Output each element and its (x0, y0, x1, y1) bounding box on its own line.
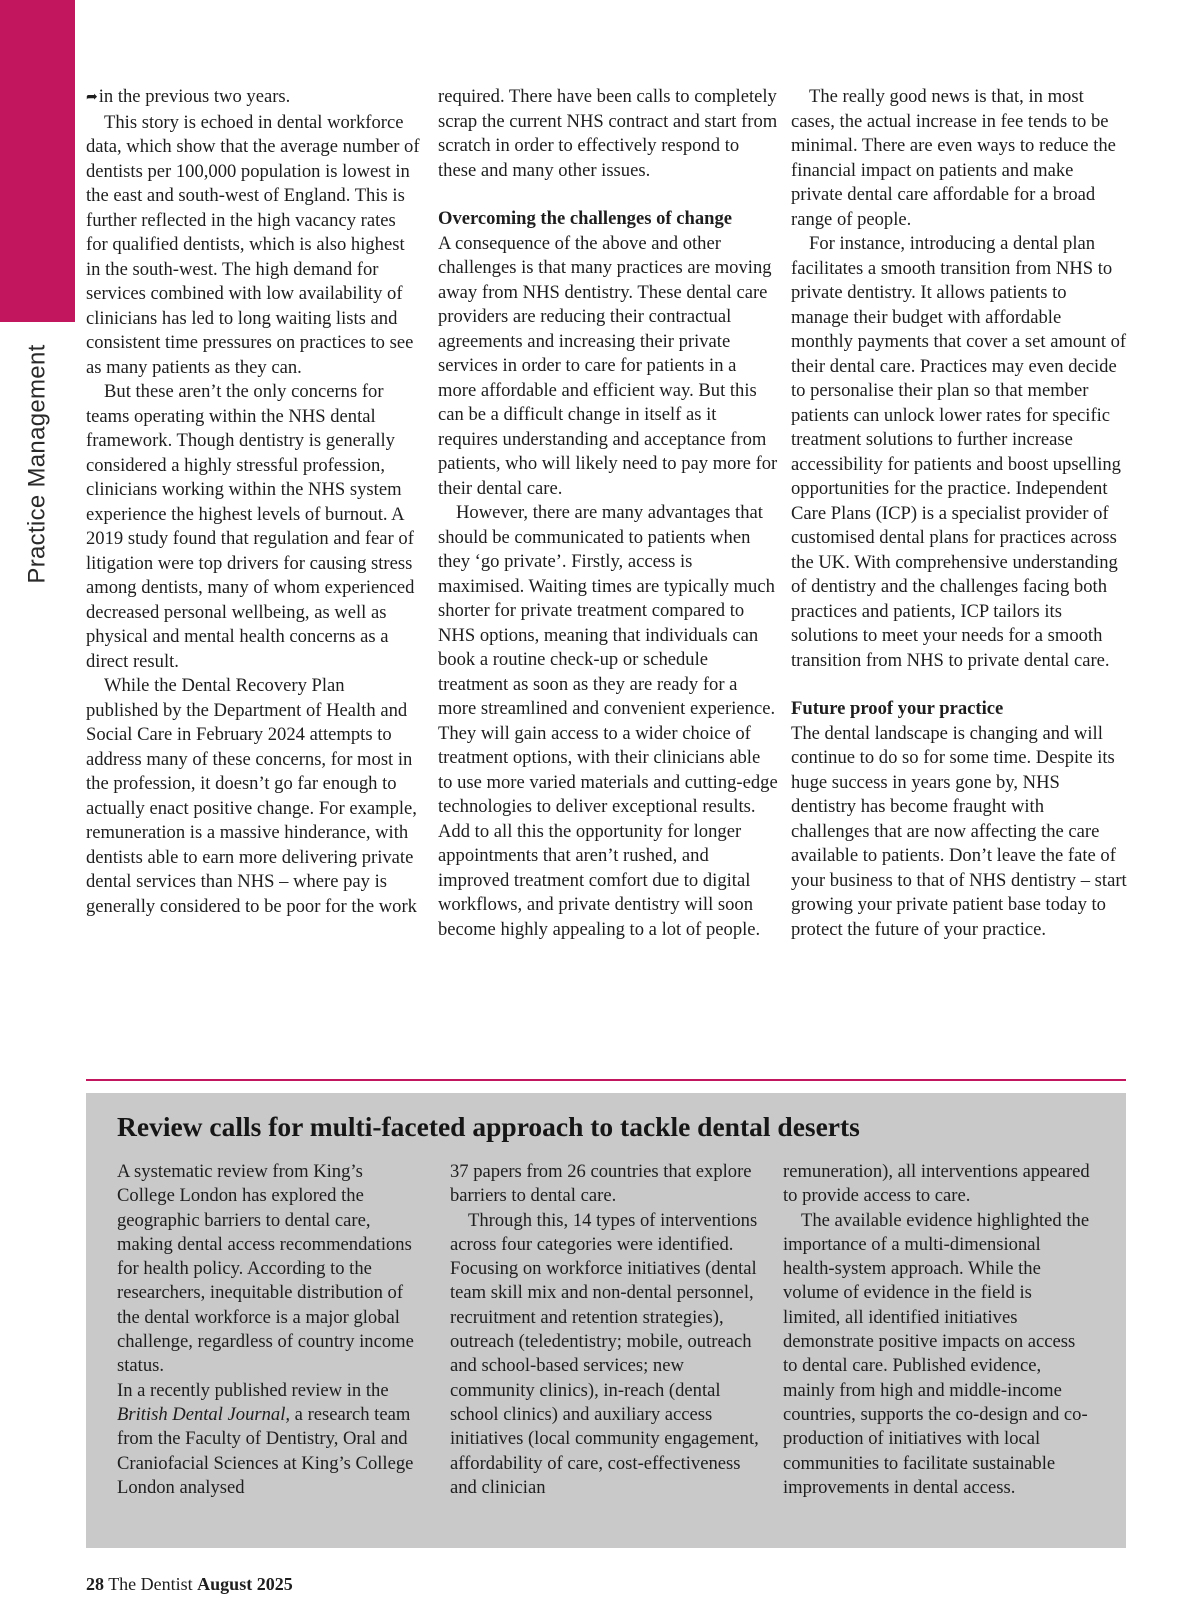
subheading-overcoming-challenges: Overcoming the challenges of change (438, 208, 733, 229)
article-paragraph: For instance, introducing a dental plan facilitates a smooth transition from NHS to private dentistry. It allows patients to manage their budget with affordable monthly payments that cover a set amount of their dental care. Practices may even decide to personalise their plan so that member patients can unlock lower rates for specific treatment solutions to further increase accessibility for patients and boost upselling opportunities for the practice. Independent Care Plans (ICP) is a specialist provider of customised dental plans for practices across the UK. With comprehensive understanding of dentistry and the challenges facing both practices and patients, ICP tailors its solutions to meet your needs for a smooth transition from NHS to private dental care. (791, 233, 1127, 671)
article-paragraph: required. There have been calls to completely scrap the current NHS contract and start from scratch in order to effectively respond to these and many other issues. (438, 86, 778, 181)
news-box (86, 1093, 1126, 1548)
page-number: 28 (86, 1574, 104, 1594)
box-paragraph: 37 papers from 26 countries that explore barriers to dental care. (450, 1161, 752, 1207)
box-title: Review calls for multi-faceted approach to tackle dental deserts (117, 1111, 860, 1142)
divider-rule (86, 1079, 1126, 1081)
continued-arrow-icon: ➦ (86, 90, 98, 105)
article-paragraph: However, there are many advantages that should be communicated to patients when they ‘go private’. Firstly, access is maximised. Waiting times are typically much shorter for private treatment compared to NHS options, meaning that individuals can book a routine check-up or schedule treatment as soon as they are ready for a more streamlined and convenient experience. They will gain access to a wider choice of treatment options, with their clinicians able to use more varied materials and cutting-edge technologies to deliver exceptional results. Add to all this the opportunity for longer appointments that aren’t rushed, and improved treatment comfort due to digital workflows, and private dentistry will soon become highly appealing to a lot of people. (438, 502, 778, 940)
box-paragraph: Through this, 14 types of interventions across four categories were identified. Focusing on workforce initiatives (dental team skill mix and non-dental personnel, recruitment and retention strategies), outreach (teledentistry; mobile, outreach and school-based services; new community clinics), in-reach (dental school clinics) and auxiliary access initiatives (local community engagement, affordability of care, cost-effectiveness and clinician (450, 1209, 759, 1498)
box-paragraph: remuneration), all interventions appeared to provide access to care. (783, 1161, 1090, 1207)
box-paragraph: A systematic review from King’s College London has explored the geographic barriers to dental care, making dental access recommendations for health policy. According to the researchers, inequitable distribution of the dental workforce is a major global challenge, regardless of country income status. (117, 1161, 414, 1377)
box-paragraph-text: In a recently published review in the (117, 1379, 389, 1401)
section-label (3, 344, 73, 584)
box-paragraph-text: a research team from the Faculty of Dentistry, Oral and Craniofacial Sciences at King’s College London analysed (117, 1403, 414, 1498)
section-color-tab (0, 0, 75, 322)
article-column-2 (438, 85, 778, 942)
article-paragraph: While the Dental Recovery Plan published by the Department of Health and Social Care in February 2024 attempts to address many of these concerns, for most in the profession, it doesn’t go far enough to actually enact positive change. For example, remuneration is a massive hinderance, with dentists able to earn more delivering private dental services than NHS – where pay is generally considered to be poor for the work (86, 675, 417, 917)
box-paragraph (117, 1379, 422, 1500)
article-paragraph: A consequence of the above and other challenges is that many practices are moving away from NHS dentistry. These dental care providers are reducing their contractual agreements and increasing their private services in order to care for patients in a more affordable and efficient way. But this can be a difficult change in itself as it requires understanding and acceptance from patients, who will likely need to pay more for their dental care. (438, 232, 778, 499)
article-paragraph-text: in the previous two years. (98, 86, 291, 107)
article-paragraph: This story is echoed in dental workforce data, which show that the average number of dentists per 100,000 population is lowest in the east and south-west of England. This is further reflected in the high vacancy rates for qualified dentists, which is also highest in the south-west. The high demand for services combined with low availability of clinicians has led to long waiting lists and consistent time pressures on practices to see as many patients as they can. (86, 111, 420, 378)
box-column-2 (450, 1160, 760, 1500)
article-paragraph: The dental landscape is changing and will continue to do so for some time. Despite its huge success in years gone by, NHS dentistry has become fraught with challenges that are now affecting the care available to patients. Don’t leave the fate of your business to that of NHS dentistry – start growing your private patient base today to protect the future of your practice. (791, 722, 1127, 940)
publication-name: The Dentist (108, 1574, 193, 1594)
section-label-text: Practice Management (24, 344, 51, 584)
journal-title: British Dental Journal, (117, 1403, 291, 1425)
article-column-1 (86, 85, 421, 919)
page-footer (86, 1574, 293, 1595)
box-column-1 (117, 1160, 422, 1500)
subheading-future-proof: Future proof your practice (791, 698, 1004, 719)
box-paragraph: The available evidence highlighted the importance of a multi-dimensional health-system approach. While the volume of evidence in the field is limited, all identified initiatives demonstrate positive impacts on access to dental care. Published evidence, mainly from high and middle-income countries, supports the co-design and co-production of initiatives with local communities to facilitate sustainable improvements in dental access. (783, 1209, 1090, 1498)
article-paragraph: The really good news is that, in most cases, the actual increase in fee tends to be minimal. There are even ways to reduce the financial impact on patients and make private dental care affordable for a broad range of people. (791, 86, 1116, 230)
article-column-3 (791, 85, 1127, 942)
box-column-3 (783, 1160, 1093, 1500)
article-paragraph: But these aren’t the only concerns for teams operating within the NHS dental framework. Though dentistry is generally considered a highly stressful profession, clinicians working within the NHS system experience the highest levels of burnout. A 2019 study found that regulation and fear of litigation were top drivers for causing stress among dentists, many of whom experienced decreased personal wellbeing, as well as physical and mental health concerns as a direct result. (86, 381, 415, 672)
article-paragraph (86, 85, 421, 111)
issue-date: August 2025 (197, 1574, 293, 1594)
